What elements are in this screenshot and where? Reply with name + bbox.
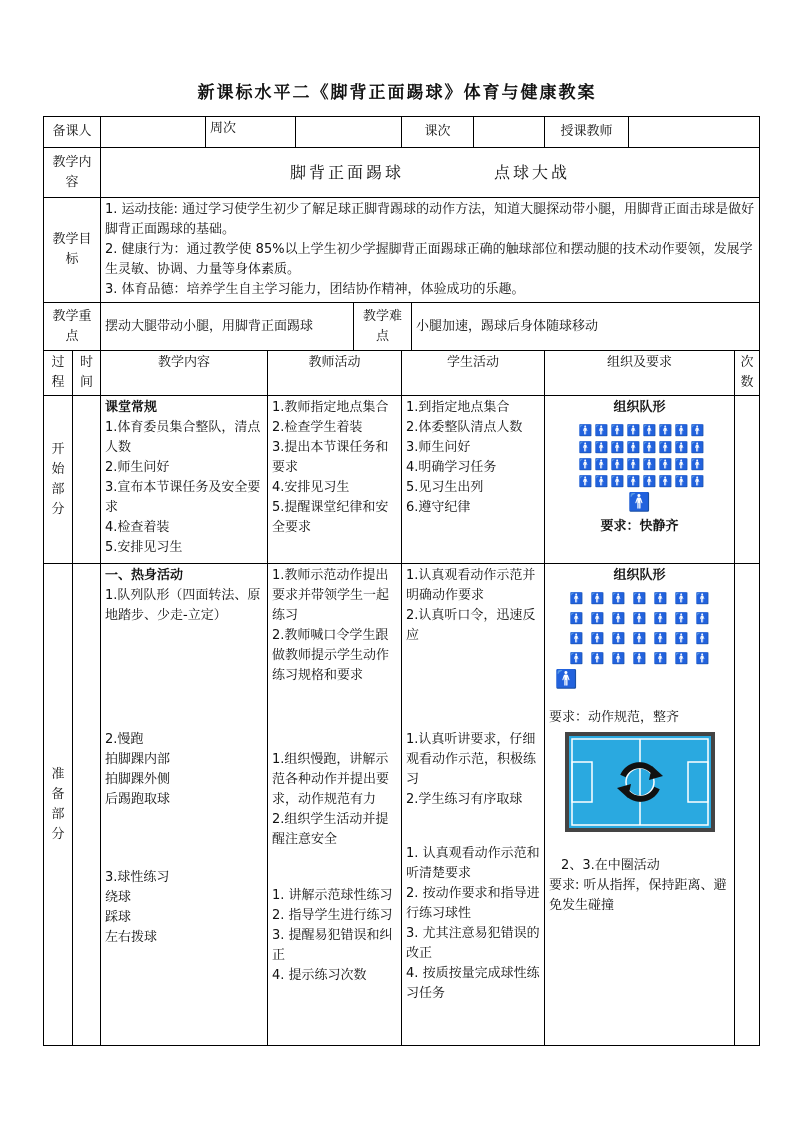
- person-icon: 🚹: [642, 475, 657, 488]
- prep-content-line: 1.队列队形（四面转法、原地踏步、少走-立定）: [105, 588, 261, 623]
- person-icon: 🚹: [674, 424, 689, 437]
- start-content-line: 5.安排见习生: [105, 540, 183, 555]
- teacher-label: 授课教师: [545, 117, 629, 148]
- person-icon: 🚹: [674, 592, 689, 605]
- person-icon: 🚹: [626, 458, 641, 471]
- person-icon: 🚹: [658, 424, 673, 437]
- prep-org-title: 组织队形: [613, 568, 666, 583]
- prep-org-line: 2、3.在中圈活动: [561, 858, 660, 873]
- start-time: [73, 396, 101, 564]
- prep-content-line: 后踢跑取球: [105, 792, 171, 807]
- goals-row: [44, 198, 760, 303]
- week-label: 周次: [206, 117, 296, 148]
- person-icon: 🚹: [658, 441, 673, 454]
- person-icon: 🚹: [674, 652, 689, 665]
- person-icon: 🚹: [626, 424, 641, 437]
- person-icon: 🚹: [695, 652, 710, 665]
- person-icon: 🚹: [590, 612, 605, 625]
- key-point-label: 教学重点: [44, 303, 101, 351]
- key-point-value: 摆动大腿带动小腿，用脚背正面踢球: [101, 303, 354, 351]
- person-icon: 🚹: [695, 612, 710, 625]
- prep-student-line: 2.学生练习有序取球: [406, 792, 523, 807]
- person-icon: 🚹: [611, 652, 626, 665]
- prep-teacher-line: 3. 提醒易犯错误和纠正: [272, 928, 393, 963]
- person-icon: 🚹: [632, 652, 647, 665]
- start-content-title: 课堂常规: [105, 400, 158, 415]
- week-value: [296, 117, 402, 148]
- column-header-row: [44, 351, 760, 396]
- col-student: 学生活动: [402, 351, 545, 396]
- person-icon: 🚹: [594, 458, 609, 471]
- person-icon: 🚹: [690, 441, 705, 454]
- goals-label: 教学目标: [44, 198, 101, 303]
- start-teacher-line: 5.提醒课堂纪律和安全要求: [272, 500, 389, 535]
- goal-item: 1. 运动技能: 通过学习使学生初少了解足球正脚背踢球的动作方法，知道大腿探动带小腿，用脚背正面击球是做好脚背正面踢球的基础。: [105, 202, 755, 237]
- person-icon: 🚹: [690, 475, 705, 488]
- person-icon: 🚹: [610, 424, 625, 437]
- prep-content: [101, 564, 268, 1046]
- col-count: 次数: [735, 351, 760, 396]
- col-process: 过程: [44, 351, 73, 396]
- goal-item: 3. 体育品德：培养学生自主学习能力，团结协作精神，体验成功的乐趣。: [105, 282, 525, 297]
- teacher-icon: 🚹: [555, 669, 578, 690]
- person-icon: 🚹: [590, 652, 605, 665]
- prep-content-line: 绕球: [105, 890, 132, 905]
- start-organization: [545, 396, 735, 564]
- start-org-requirement: 要求：快静齐: [600, 519, 679, 534]
- person-icon: 🚹: [695, 632, 710, 645]
- person-icon: 🚹: [658, 475, 673, 488]
- prep-time: [73, 564, 101, 1046]
- person-icon: 🚹: [626, 441, 641, 454]
- soccer-field-diagram: [565, 732, 715, 832]
- start-teacher-line: 3.提出本节课任务和要求: [272, 440, 389, 475]
- person-icon: 🚹: [674, 441, 689, 454]
- lesson-plan-table: [43, 116, 760, 1046]
- person-icon: 🚹: [674, 458, 689, 471]
- person-icon: 🚹: [632, 592, 647, 605]
- prep-content-line: 2.慢跑: [105, 732, 144, 747]
- person-icon: 🚹: [578, 458, 593, 471]
- start-student-line: 6.遵守纪律: [406, 500, 471, 515]
- start-phase-label: 开始部分: [44, 396, 73, 564]
- prep-count: [735, 564, 760, 1046]
- difficulty-value: 小腿加速，踢球后身体随球移动: [412, 303, 760, 351]
- prep-content-line: 左右拨球: [105, 930, 158, 945]
- prep-student-line: 2. 按动作要求和指导进行练习球性: [406, 886, 540, 921]
- person-icon: 🚹: [642, 458, 657, 471]
- person-icon: 🚹: [594, 441, 609, 454]
- person-icon: 🚹: [642, 424, 657, 437]
- prep-student-line: 3. 尤其注意易犯错误的改正: [406, 926, 540, 961]
- start-org-title: 组织队形: [613, 400, 666, 415]
- person-icon: 🚹: [594, 475, 609, 488]
- prep-teacher-line: 1. 讲解示范球性练习: [272, 888, 393, 903]
- prep-student-line: 4. 按质按量完成球性练习任务: [406, 966, 540, 1001]
- person-icon: 🚹: [578, 475, 593, 488]
- header-row: [44, 117, 760, 148]
- prep-student-line: 1.认真观看动作示范并明确动作要求: [406, 568, 536, 603]
- person-icon: 🚹: [626, 475, 641, 488]
- person-icon: 🚹: [578, 424, 593, 437]
- teacher-icon: 🚹: [628, 492, 651, 513]
- document-title: 新课标水平二《脚背正面踢球》体育与健康教案: [197, 83, 597, 103]
- prep-teacher-line: 1.组织慢跑，讲解示范各种动作并提出要求，动作规范有力: [272, 752, 390, 807]
- prep-teacher-line: 2.组织学生活动并提醒注意安全: [272, 812, 389, 847]
- prep-teacher-line: 4. 提示练习次数: [272, 968, 367, 983]
- person-icon: 🚹: [611, 612, 626, 625]
- person-icon: 🚹: [690, 424, 705, 437]
- person-icon: 🚹: [578, 441, 593, 454]
- prep-student-line: 2.认真听口令，迅速反应: [406, 608, 536, 643]
- prep-content-line: 3.球性练习: [105, 870, 170, 885]
- start-student-line: 1.到指定地点集合: [406, 400, 510, 415]
- start-content-line: 4.检查着装: [105, 520, 170, 535]
- person-icon: 🚹: [653, 632, 668, 645]
- goals-text: [101, 198, 760, 303]
- prep-org-requirement: 要求：动作规范，整齐: [549, 710, 680, 725]
- person-icon: 🚹: [690, 458, 705, 471]
- person-icon: 🚹: [695, 592, 710, 605]
- start-teacher: [268, 396, 402, 564]
- topic-primary: 脚背正面踢球: [290, 162, 405, 182]
- prep-organization: [545, 564, 735, 1046]
- start-content-line: 2.师生问好: [105, 460, 170, 475]
- person-icon: 🚹: [642, 441, 657, 454]
- start-student-line: 3.师生问好: [406, 440, 471, 455]
- prep-teacher-line: 1.教师示范动作提出要求并带领学生一起练习: [272, 568, 390, 623]
- col-organization: 组织及要求: [545, 351, 735, 396]
- preparer-value: [101, 117, 206, 148]
- start-content-line: 3.宣布本节课任务及安全要求: [105, 480, 261, 515]
- start-teacher-line: 4.安排见习生: [272, 480, 350, 495]
- start-teacher-line: 1.教师指定地点集合: [272, 400, 389, 415]
- person-icon: 🚹: [658, 458, 673, 471]
- start-student-line: 5.见习生出列: [406, 480, 484, 495]
- person-icon: 🚹: [590, 632, 605, 645]
- student-formation: [549, 592, 730, 666]
- content-topics: [101, 148, 760, 198]
- difficulty-label: 教学难点: [354, 303, 412, 351]
- person-icon: 🚹: [610, 475, 625, 488]
- person-icon: 🚹: [610, 458, 625, 471]
- col-time: 时间: [73, 351, 101, 396]
- start-student: [402, 396, 545, 564]
- start-student-line: 4.明确学习任务: [406, 460, 497, 475]
- prep-content-line: 拍脚踝内部: [105, 752, 171, 767]
- person-icon: 🚹: [674, 475, 689, 488]
- start-count: [735, 396, 760, 564]
- person-icon: 🚹: [569, 612, 584, 625]
- prep-teacher-line: 2.教师喊口令学生跟做教师提示学生动作练习规格和要求: [272, 628, 390, 683]
- person-icon: 🚹: [594, 424, 609, 437]
- person-icon: 🚹: [653, 652, 668, 665]
- person-icon: 🚹: [569, 592, 584, 605]
- prep-student-line: 1.认真听讲要求，仔细观看动作示范，积极练习: [406, 732, 537, 787]
- start-teacher-line: 2.检查学生着装: [272, 420, 363, 435]
- col-content: 教学内容: [101, 351, 268, 396]
- start-content: [101, 396, 268, 564]
- prep-student-line: 1. 认真观看动作示范和听清楚要求: [406, 846, 540, 881]
- person-icon: 🚹: [674, 612, 689, 625]
- prep-content-title: 一、热身活动: [105, 568, 184, 583]
- content-row: [44, 148, 760, 198]
- teacher-value: [629, 117, 760, 148]
- col-teacher: 教师活动: [268, 351, 402, 396]
- prep-phase-row: [44, 564, 760, 1046]
- preparer-label: 备课人: [44, 117, 101, 148]
- prep-teacher-line: 2. 指导学生进行练习: [272, 908, 393, 923]
- person-icon: 🚹: [653, 612, 668, 625]
- person-icon: 🚹: [611, 592, 626, 605]
- prep-phase-label: 准备部分: [44, 564, 73, 1046]
- person-icon: 🚹: [590, 592, 605, 605]
- topic-secondary: 点球大战: [494, 162, 571, 182]
- content-label: 教学内容: [44, 148, 101, 198]
- person-icon: 🚹: [674, 632, 689, 645]
- person-icon: 🚹: [632, 612, 647, 625]
- person-icon: 🚹: [632, 632, 647, 645]
- prep-teacher: [268, 564, 402, 1046]
- prep-org-line: 要求: 听从指挥，保持距离、避免发生碰撞: [549, 878, 727, 913]
- person-icon: 🚹: [653, 592, 668, 605]
- goal-item: 2. 健康行为：通过教学使 85%以上学生初少学握脚背正面踢球正确的触球部位和摆动腿的技术动作要领，发展学生灵敏、协调、力量等身体素质。: [105, 242, 753, 277]
- start-content-line: 1.体育委员集合整队，清点人数: [105, 420, 261, 455]
- prep-student: [402, 564, 545, 1046]
- person-icon: 🚹: [610, 441, 625, 454]
- prep-content-line: 拍脚踝外侧: [105, 772, 171, 787]
- lesson-label: 课次: [402, 117, 474, 148]
- prep-content-line: 踩球: [105, 910, 132, 925]
- key-points-row: [44, 303, 760, 351]
- person-icon: 🚹: [611, 632, 626, 645]
- student-formation: [549, 424, 730, 489]
- start-student-line: 2.体委整队清点人数: [406, 420, 523, 435]
- lesson-value: [474, 117, 545, 148]
- person-icon: 🚹: [569, 652, 584, 665]
- person-icon: 🚹: [569, 632, 584, 645]
- start-phase-row: [44, 396, 760, 564]
